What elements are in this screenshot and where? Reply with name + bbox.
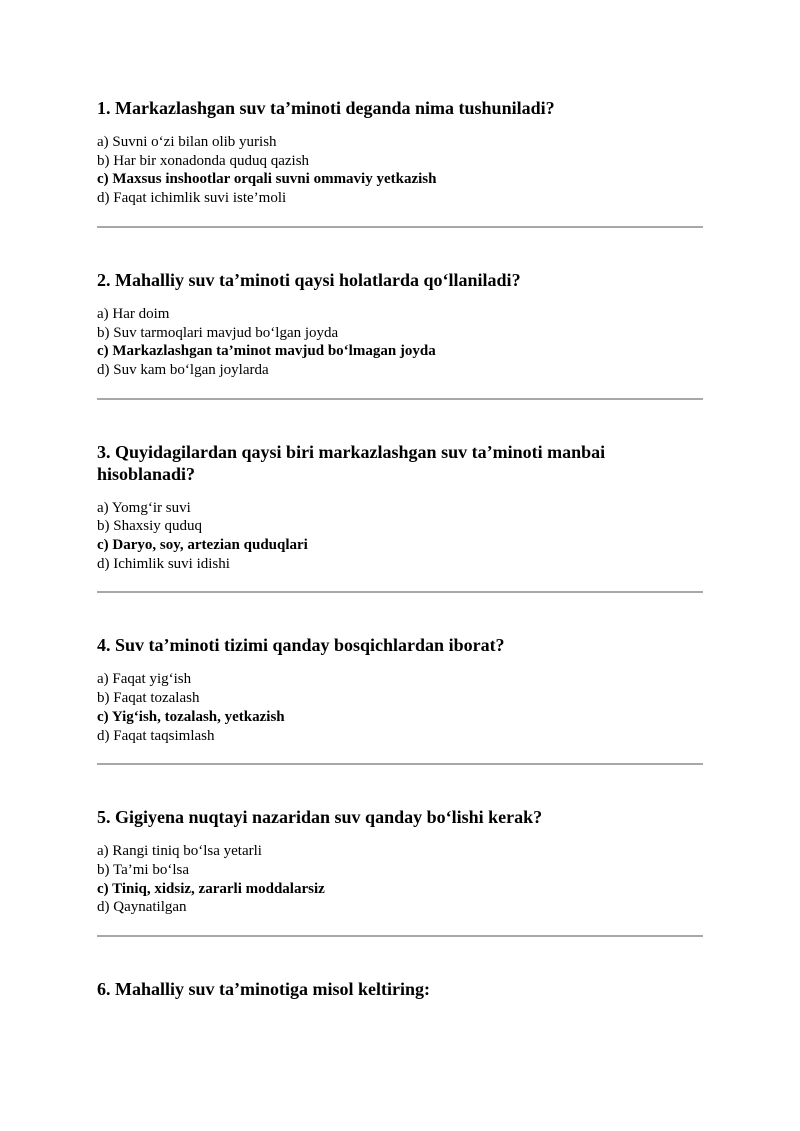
- question-4-option-b: b) Faqat tozalash: [97, 690, 200, 707]
- question-3-options: [97, 499, 703, 574]
- question-2-option-c-correct: c) Markazlashgan ta’minot mavjud bo‘lmagan joyda: [97, 343, 436, 360]
- question-5-option-a: a) Rangi tiniq bo‘lsa yetarli: [97, 843, 262, 860]
- question-3-option-a: a) Yomg‘ir suvi: [97, 499, 191, 516]
- question-4-option-a: a) Faqat yig‘ish: [97, 671, 192, 688]
- question-1-option-d: d) Faqat ichimlik suvi iste’moli: [97, 190, 287, 207]
- divider: [97, 935, 703, 937]
- question-1-option-c-correct: c) Maxsus inshootlar orqali suvni ommaviy yetkazish: [97, 171, 437, 188]
- question-4-title: 4. Suv ta’minoti tizimi qanday bosqichlardan iborat?: [97, 635, 505, 656]
- question-2-title: 2. Mahalliy suv ta’minoti qaysi holatlarda qo‘llaniladi?: [97, 269, 521, 290]
- question-5-title: 5. Gigiyena nuqtayi nazaridan suv qanday bo‘lishi kerak?: [97, 807, 543, 828]
- divider: [97, 591, 703, 593]
- question-4: [97, 634, 703, 745]
- question-4-options: [97, 670, 703, 745]
- question-2: [97, 269, 703, 380]
- question-6-title: 6. Mahalliy suv ta’minotiga misol keltiring:: [97, 979, 430, 1000]
- question-3-option-d: d) Ichimlik suvi idishi: [97, 555, 230, 572]
- question-1: [97, 97, 703, 208]
- question-4-option-c-correct: c) Yig‘ish, tozalash, yetkazish: [97, 708, 285, 725]
- divider: [97, 226, 703, 228]
- question-4-option-d: d) Faqat taqsimlash: [97, 727, 215, 744]
- question-3-option-c-correct: c) Daryo, soy, artezian quduqlari: [97, 537, 308, 554]
- question-2-options: [97, 305, 703, 380]
- question-2-option-a: a) Har doim: [97, 305, 170, 322]
- question-3: [97, 441, 703, 574]
- question-6: [97, 978, 703, 1000]
- question-1-title: 1. Markazlashgan suv ta’minoti deganda nima tushuniladi?: [97, 98, 555, 118]
- question-5-option-c-correct: c) Tiniq, xidsiz, zararli moddalarsiz: [97, 880, 325, 897]
- question-1-options: [97, 133, 703, 208]
- question-5-option-d: d) Qaynatilgan: [97, 899, 187, 916]
- question-1-option-a: a) Suvni o‘zi bilan olib yurish: [97, 134, 277, 150]
- question-1-option-b: b) Har bir xonadonda quduq qazish: [97, 152, 310, 169]
- question-5: [97, 806, 703, 917]
- question-5-options: [97, 842, 703, 917]
- question-2-option-b: b) Suv tarmoqlari mavjud bo‘lgan joyda: [97, 324, 339, 341]
- divider: [97, 763, 703, 765]
- question-2-option-d: d) Suv kam bo‘lgan joylarda: [97, 361, 269, 378]
- question-5-option-b: b) Ta’mi bo‘lsa: [97, 861, 189, 878]
- question-3-option-b: b) Shaxsiy quduq: [97, 518, 202, 535]
- question-3-title: 3. Quyidagilardan qaysi biri markazlashgan suv ta’minoti manbai hisoblanadi?: [97, 441, 606, 484]
- divider: [97, 398, 703, 400]
